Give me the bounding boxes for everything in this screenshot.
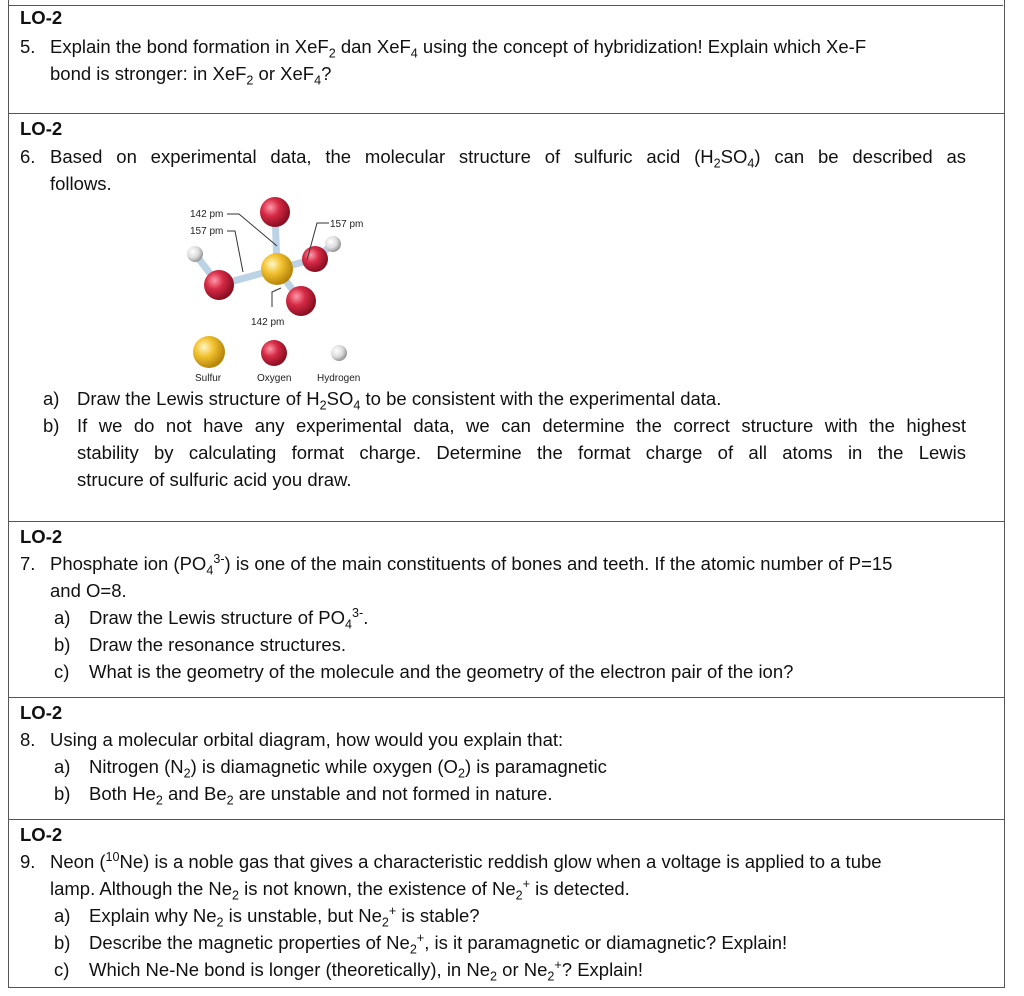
item-text: Both $He_2$ and $Be_2$ are unstable and not formed in nature. — [89, 783, 553, 808]
item-marker: a) — [54, 905, 71, 926]
legend-oxygen-swatch — [261, 340, 287, 366]
legend-oxygen-label: Oxygen — [257, 373, 292, 384]
question-text: bond is stronger: in XeF$_2$ or XeF$_4$? — [50, 63, 332, 88]
item-marker: c) — [54, 959, 70, 980]
oxygen-atom — [302, 246, 328, 272]
lo-label: LO-2 — [20, 526, 63, 547]
section-q9 — [9, 819, 1004, 988]
question-number: 7. — [20, 553, 36, 574]
molecule-diagram — [177, 192, 377, 390]
item-text: Nitrogen $(N_2)$ is diamagnetic while oxygen $(O_2)$ is paramagnetic — [89, 756, 607, 781]
question-text: Explain the bond formation in XeF$_2$ dan XeF$_4$ using the concept of hybridization! Explain which Xe-F — [50, 36, 867, 61]
question-text: Neon ($^{10}$Ne) is a noble gas that gives a characteristic reddish glow when a voltage is applied to a tube — [50, 849, 882, 872]
item-marker: a) — [43, 388, 60, 409]
question-text: and O=8. — [50, 580, 127, 601]
question-text: Based on experimental data, the molecular structure of sulfuric acid $(H_2SO_4)$ can be described as — [50, 146, 966, 171]
bond-length-label: 142 pm — [190, 209, 224, 220]
section-q5 — [9, 5, 1004, 113]
oxygen-atom — [204, 270, 234, 300]
hydrogen-atom — [187, 246, 203, 262]
item-text: Draw the Lewis structure of $H_2SO_4$ to be consistent with the experimental data. — [77, 388, 722, 413]
question-text: lamp. Although the $Ne_2$ is not known, the existence of $Ne_2^+$ is detected. — [50, 876, 630, 903]
item-marker: a) — [54, 756, 71, 777]
question-number: 9. — [20, 851, 36, 872]
question-number: 5. — [20, 36, 36, 57]
question-text: Phosphate ion $(PO_4^{3-})$ is one of the main constituents of bones and teeth. If the atomic number of P=15 — [50, 551, 893, 578]
item-marker: b) — [54, 634, 71, 655]
legend-sulfur-label: Sulfur — [195, 373, 222, 384]
hydrogen-atom — [325, 236, 341, 252]
section-q7 — [9, 521, 1004, 698]
item-text: Draw the resonance structures. — [89, 634, 347, 655]
bond-length-label: 157 pm — [190, 226, 224, 237]
oxygen-atom — [260, 197, 290, 227]
item-marker: a) — [54, 607, 71, 628]
question-text: follows. — [50, 173, 112, 194]
lo-label: LO-2 — [20, 7, 63, 28]
item-text: Draw the Lewis structure of $PO_4^{3-}$. — [89, 605, 369, 632]
item-text: If we do not have any experimental data, we can determine the correct structure with the highest — [77, 415, 966, 436]
legend-hydrogen-swatch — [331, 345, 347, 361]
item-marker: b) — [43, 415, 60, 436]
question-sheet — [8, 0, 1005, 988]
item-text: stability by calculating format charge. Determine the format charge of all atoms in the Lewis — [77, 442, 966, 463]
lo-label: LO-2 — [20, 118, 63, 139]
item-marker: b) — [54, 932, 71, 953]
item-text: Which Ne-Ne bond is longer (theoretically), in $Ne_2$ or $Ne_2^+$? Explain! — [89, 957, 644, 984]
lo-label: LO-2 — [20, 702, 63, 723]
sulfuric-acid-figure — [177, 192, 377, 390]
bond-length-label: 157 pm — [330, 219, 364, 230]
question-number: 8. — [20, 729, 36, 750]
bond-length-label: 142 pm — [251, 317, 285, 328]
question-number: 6. — [20, 146, 36, 167]
legend-sulfur-swatch — [193, 336, 225, 368]
lo-label: LO-2 — [20, 824, 63, 845]
item-text: Explain why $Ne_2$ is unstable, but $Ne_2^+$ is stable? — [89, 903, 480, 930]
item-text: strucure of sulfuric acid you draw. — [77, 469, 352, 490]
oxygen-atom — [286, 286, 316, 316]
section-q8 — [9, 697, 1004, 820]
item-marker: b) — [54, 783, 71, 804]
sulfur-atom — [261, 253, 293, 285]
item-marker: c) — [54, 661, 70, 682]
question-text: Using a molecular orbital diagram, how would you explain that: — [50, 729, 564, 750]
item-text: Describe the magnetic properties of $Ne_2^+$, is it paramagnetic or diamagnetic? Explain! — [89, 930, 788, 957]
item-text: What is the geometry of the molecule and the geometry of the electron pair of the ion? — [89, 661, 794, 682]
legend-hydrogen-label: Hydrogen — [317, 373, 361, 384]
